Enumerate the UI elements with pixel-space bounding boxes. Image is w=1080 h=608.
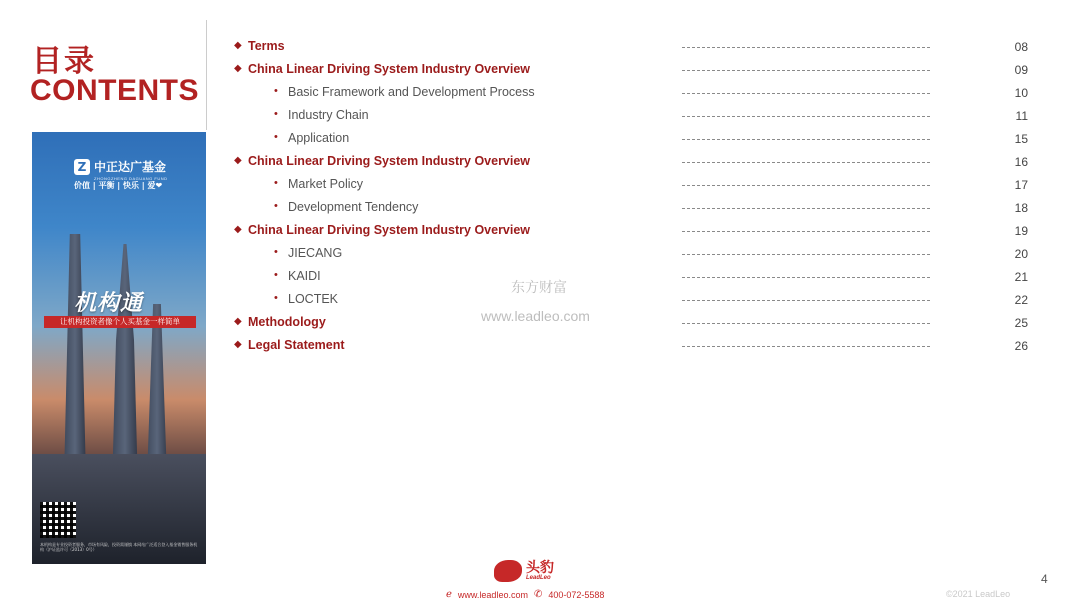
- toc-entry-label: China Linear Driving System Industry Overview: [248, 154, 531, 168]
- toc-entry[interactable]: [274, 292, 338, 306]
- toc-entry-label: LOCTEK: [288, 292, 339, 306]
- toc-subsection[interactable]: [234, 83, 1034, 106]
- table-of-contents: [234, 37, 1034, 359]
- page-title-cn: 目录: [32, 44, 96, 79]
- ad-brand-en: ZHONGZHENG DAGUANG FUND: [94, 176, 168, 181]
- ad-slogan: 价值 | 平衡 | 快乐 | 爱❤: [74, 181, 163, 190]
- qr-code-icon: [40, 502, 76, 538]
- toc-entry[interactable]: [234, 223, 530, 237]
- leader-line: [682, 116, 930, 117]
- toc-page-number: 26: [1014, 339, 1028, 353]
- toc-entry[interactable]: [274, 200, 418, 214]
- leader-line: [682, 323, 930, 324]
- toc-entry-label: Methodology: [248, 315, 326, 329]
- leader-line: [682, 47, 930, 48]
- toc-entry-label: Terms: [248, 39, 285, 53]
- toc-entry[interactable]: [274, 131, 349, 145]
- toc-subsection[interactable]: [234, 129, 1034, 152]
- toc-entry[interactable]: [234, 62, 530, 76]
- leader-line: [682, 185, 930, 186]
- toc-entry[interactable]: [234, 154, 530, 168]
- toc-section[interactable]: [234, 336, 1034, 359]
- toc-subsection[interactable]: [234, 244, 1034, 267]
- watermark-cn: 东方财富: [511, 280, 567, 296]
- toc-entry-label: China Linear Driving System Industry Overview: [248, 62, 531, 76]
- toc-entry[interactable]: [274, 108, 369, 122]
- toc-section[interactable]: [234, 313, 1034, 336]
- watermark-url: www.leadleo.com: [481, 308, 590, 324]
- footer-logo-cn: 头豹: [526, 560, 554, 576]
- toc-subsection[interactable]: [234, 267, 1034, 290]
- footer-phone: 400-072-5588: [548, 589, 605, 600]
- leader-line: [682, 277, 930, 278]
- ad-headline: 机构通: [74, 291, 144, 316]
- toc-page-number: 09: [1014, 63, 1028, 77]
- toc-entry-label: Market Policy: [288, 177, 364, 191]
- ad-brand-row: [74, 158, 166, 175]
- toc-entry-label: China Linear Driving System Industry Overview: [248, 223, 531, 237]
- leader-line: [682, 300, 930, 301]
- toc-page-number: 25: [1014, 316, 1028, 330]
- toc-subsection[interactable]: [234, 106, 1034, 129]
- page-number: 4: [1041, 572, 1048, 586]
- toc-section[interactable]: [234, 152, 1034, 175]
- leopard-logo-icon: [494, 560, 522, 582]
- toc-entry-label: KAIDI: [288, 269, 321, 283]
- dot-bullet-icon: •: [274, 200, 278, 212]
- page-title-en: CONTENTS: [30, 74, 199, 107]
- ad-fine-print: 本机构是专业投资者服务，市场有风险，投资需谨慎 本网站广泛适合登入基金销售服务机构（沪证监许可（2013）0号）: [40, 542, 198, 552]
- leader-line: [682, 93, 930, 94]
- leader-line: [682, 139, 930, 140]
- toc-entry-label: JIECANG: [288, 246, 343, 260]
- toc-page-number: 10: [1014, 86, 1028, 100]
- toc-page-number: 22: [1014, 293, 1028, 307]
- toc-page-number: 08: [1014, 40, 1028, 54]
- toc-page-number: 20: [1014, 247, 1028, 261]
- toc-page-number: 15: [1014, 132, 1028, 146]
- dot-bullet-icon: •: [274, 292, 278, 304]
- header-divider: [206, 20, 207, 130]
- diamond-bullet-icon: ◆: [234, 224, 242, 235]
- footer-website[interactable]: www.leadleo.com: [457, 589, 528, 600]
- diamond-bullet-icon: ◆: [234, 339, 242, 350]
- toc-entry[interactable]: [234, 315, 326, 329]
- leader-line: [682, 70, 930, 71]
- ad-tagline: 让机构投资者像个人买基金一样简单: [44, 316, 196, 328]
- diamond-bullet-icon: ◆: [234, 63, 242, 74]
- copyright: ©2021 LeadLeo: [946, 589, 1011, 599]
- toc-entry-label: Basic Framework and Development Process: [288, 85, 535, 99]
- toc-section[interactable]: [234, 221, 1034, 244]
- footer-contact: [446, 589, 604, 600]
- browser-icon: ℯ: [446, 589, 452, 600]
- toc-entry[interactable]: [274, 177, 363, 191]
- leader-line: [682, 162, 930, 163]
- dot-bullet-icon: •: [274, 85, 278, 97]
- toc-section[interactable]: [234, 60, 1034, 83]
- toc-page-number: 16: [1014, 155, 1028, 169]
- phone-icon: ✆: [533, 589, 543, 600]
- toc-page-number: 17: [1014, 178, 1028, 192]
- ad-banner[interactable]: [32, 132, 206, 564]
- dot-bullet-icon: •: [274, 177, 278, 189]
- diamond-bullet-icon: ◆: [234, 316, 242, 327]
- toc-subsection[interactable]: [234, 290, 1034, 313]
- toc-subsection[interactable]: [234, 175, 1034, 198]
- dot-bullet-icon: •: [274, 269, 278, 281]
- toc-entry-label: Industry Chain: [288, 108, 369, 122]
- toc-section[interactable]: [234, 37, 1034, 60]
- dot-bullet-icon: •: [274, 131, 278, 143]
- dot-bullet-icon: •: [274, 108, 278, 120]
- toc-entry-label: Development Tendency: [288, 200, 419, 214]
- toc-entry[interactable]: [234, 39, 285, 53]
- leader-line: [682, 208, 930, 209]
- toc-page-number: 21: [1014, 270, 1028, 284]
- dot-bullet-icon: •: [274, 246, 278, 258]
- toc-entry[interactable]: [234, 338, 345, 352]
- toc-page-number: 19: [1014, 224, 1028, 238]
- toc-page-number: 11: [1015, 109, 1028, 123]
- toc-entry[interactable]: [274, 269, 321, 283]
- footer-logo-text: [526, 561, 554, 581]
- diamond-bullet-icon: ◆: [234, 40, 242, 51]
- leader-line: [682, 346, 930, 347]
- fund-logo-icon: Z: [74, 159, 90, 175]
- toc-page-number: 18: [1014, 201, 1028, 215]
- leader-line: [682, 231, 930, 232]
- footer-logo-en: LeadLeo: [526, 575, 551, 581]
- diamond-bullet-icon: ◆: [234, 155, 242, 166]
- footer-logo: [494, 560, 554, 582]
- toc-entry-label: Application: [288, 131, 350, 145]
- toc-entry[interactable]: [274, 246, 342, 260]
- toc-entry-label: Legal Statement: [248, 338, 345, 352]
- toc-entry[interactable]: [274, 85, 535, 99]
- leader-line: [682, 254, 930, 255]
- toc-subsection[interactable]: [234, 198, 1034, 221]
- ad-brand-name: 中正达广基金: [94, 160, 167, 174]
